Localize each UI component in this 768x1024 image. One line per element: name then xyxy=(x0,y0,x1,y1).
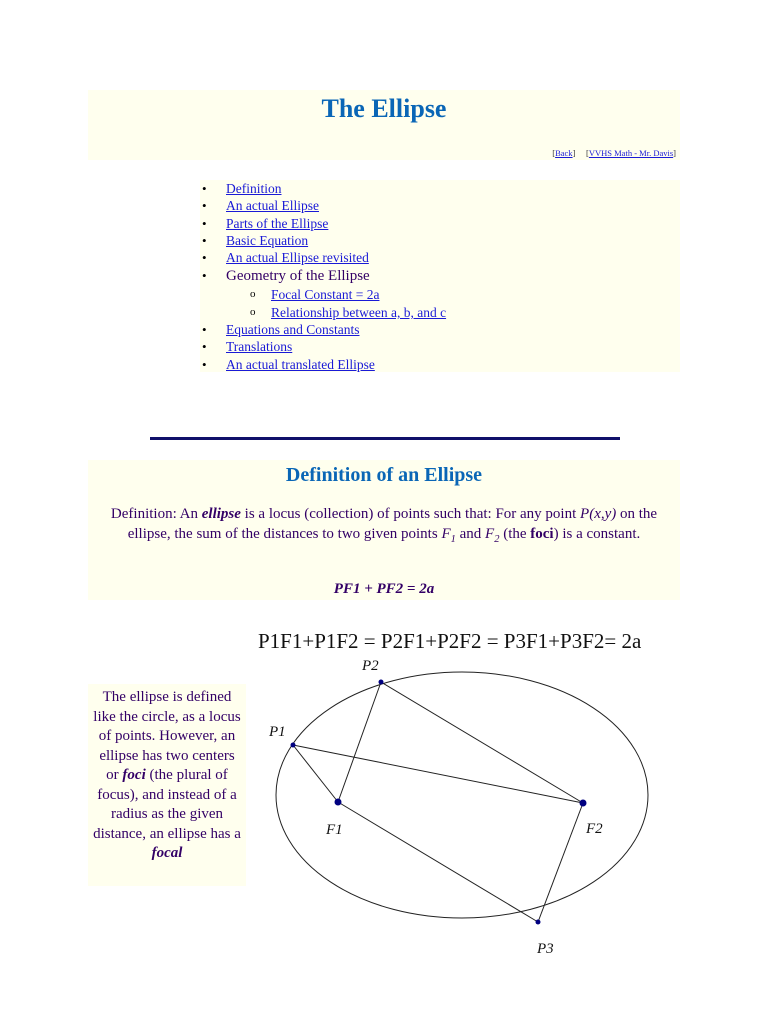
toc-item xyxy=(200,356,680,373)
ellipse-outline xyxy=(276,672,648,918)
toc-link-focal-constant[interactable]: Focal Constant = 2a xyxy=(271,287,380,303)
toc-link-parts[interactable]: Parts of the Ellipse xyxy=(226,215,329,231)
definition-panel xyxy=(88,460,680,600)
sidebar-text: The ellipse is defined like the circle, as a locus of points. However, an ellipse has two centers or foci (the plural of focus), and instead of a radius as the given distance, an ellipse has a focal xyxy=(93,689,241,861)
ellipse-diagram xyxy=(250,620,680,960)
toc-link-basic-equation[interactable]: Basic Equation xyxy=(226,232,309,248)
focal-formula: PF1 + PF2 = 2a xyxy=(333,581,435,597)
toc-item xyxy=(200,180,680,197)
label-p2: P2 xyxy=(362,658,379,674)
point-p1 xyxy=(291,743,296,748)
toc-link-actual-ellipse[interactable]: An actual Ellipse xyxy=(226,198,319,214)
toc-item xyxy=(200,215,680,232)
label-p3: P3 xyxy=(537,941,554,957)
line-p1-f2 xyxy=(293,745,583,803)
line-p2-f2 xyxy=(381,682,583,803)
toc-link-definition[interactable]: Definition xyxy=(226,181,282,196)
horizontal-rule xyxy=(150,437,620,440)
line-p3-f1 xyxy=(338,802,538,922)
definition-heading: Definition of an Ellipse xyxy=(285,464,483,486)
toc-item xyxy=(200,321,680,338)
sidebar-note xyxy=(88,684,246,886)
line-p1-f1 xyxy=(293,745,338,802)
label-f2: F2 xyxy=(586,821,603,837)
point-p3 xyxy=(536,920,541,925)
toc-item xyxy=(200,197,680,214)
point-p2 xyxy=(379,680,384,685)
definition-text: Definition: An ellipse is a locus (collection) of points such that: For any point P(x,y) on the ellipse, the sum of the distances to two given points $F_1$ and $F_2$ (the foci) is a constant. xyxy=(110,506,658,545)
label-f1: F1 xyxy=(326,822,343,838)
focus-point-f1 xyxy=(335,799,342,806)
home-link[interactable]: VVHS Math - Mr. Davis xyxy=(588,148,674,158)
label-p1: P1 xyxy=(269,724,286,740)
toc-link-revisited[interactable]: An actual Ellipse revisited xyxy=(226,250,369,266)
toc-item xyxy=(200,338,680,355)
back-link[interactable]: Back xyxy=(555,148,573,158)
focus-point-f2 xyxy=(580,800,587,807)
line-p3-f2 xyxy=(538,803,583,922)
table-of-contents xyxy=(200,180,680,372)
top-links: [Back] [VVHS Math - Mr. Davis] xyxy=(552,148,676,158)
toc-link-equations[interactable]: Equations and Constants xyxy=(226,322,360,338)
diagram-equation: P1F1+P1F2 = P2F1+P2F2 = P3F1+P3F2= 2a xyxy=(258,629,642,653)
toc-link-translated[interactable]: An actual translated Ellipse xyxy=(226,356,375,372)
toc-link-translations[interactable]: Translations xyxy=(226,339,293,355)
toc-item xyxy=(200,232,680,249)
toc-item xyxy=(200,249,680,266)
term-ellipse: ellipse xyxy=(201,506,241,522)
header-panel xyxy=(88,90,680,160)
toc-link-relationship[interactable]: Relationship between a, b, and c xyxy=(271,304,447,320)
toc-item-geometry: • Geometry of the Ellipse xyxy=(200,266,680,286)
page-title: The Ellipse xyxy=(321,94,447,123)
toc-subitem xyxy=(200,304,680,321)
toc-subitem xyxy=(200,286,680,303)
